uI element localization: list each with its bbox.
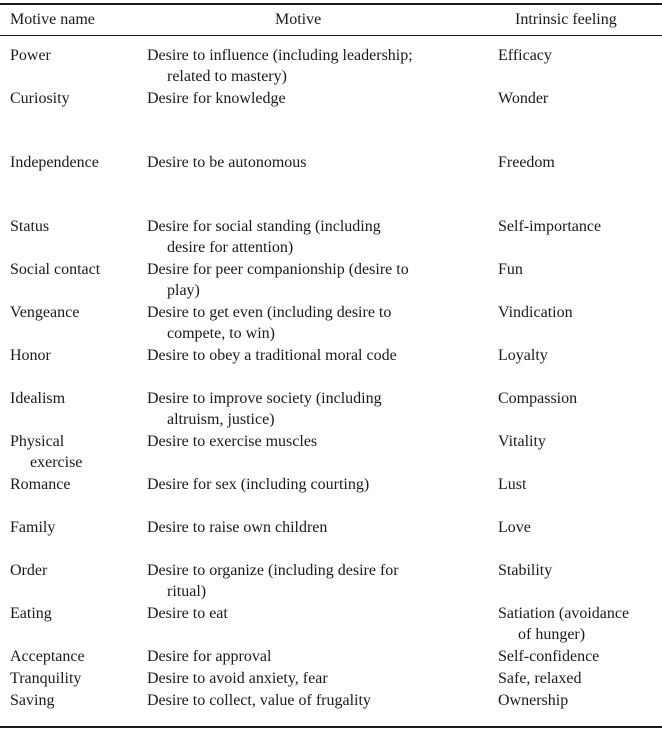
cell-motive-name (10, 474, 70, 495)
cell-intrinsic-feeling (498, 431, 546, 452)
cell-motive-name (10, 216, 49, 237)
cell-motive-name (10, 517, 55, 538)
cell-text-line: Desire to influence (including leadership; (147, 47, 413, 64)
cell-text-line: compete, to win) (167, 325, 275, 342)
cell-text-line: Desire to be autonomous (147, 154, 307, 171)
cell-text-line: related to mastery) (167, 68, 287, 85)
cell-motive (147, 646, 271, 667)
cell-motive (147, 88, 286, 109)
cell-intrinsic-feeling (498, 259, 523, 280)
cell-intrinsic-feeling (498, 690, 568, 711)
cell-motive (147, 345, 397, 366)
cell-text-line: Social contact (10, 261, 101, 278)
cell-motive-name (10, 668, 81, 689)
cell-text-line: Desire to eat (147, 605, 228, 622)
cell-text-line: Vindication (498, 304, 573, 321)
cell-text-line: Desire for sex (including courting) (147, 476, 370, 493)
cell-text-line: Eating (10, 605, 52, 622)
cell-text-line: Desire to organize (including desire for (147, 562, 399, 579)
cell-motive (147, 302, 391, 344)
cell-intrinsic-feeling (498, 646, 599, 667)
cell-text-line: Lust (498, 476, 527, 493)
cell-text-line: Efficacy (498, 47, 552, 64)
cell-motive-name (10, 603, 52, 624)
cell-text-line: Idealism (10, 390, 66, 407)
cell-text-line: Desire for social standing (including (147, 218, 381, 235)
cell-text-line: Vitality (498, 433, 546, 450)
cell-motive (147, 431, 317, 452)
table-header-rule (0, 35, 662, 36)
cell-motive-name (10, 345, 51, 366)
cell-intrinsic-feeling (498, 345, 548, 366)
cell-motive-name (10, 45, 51, 66)
cell-intrinsic-feeling (498, 560, 552, 581)
header-motive-name: Motive name (10, 11, 95, 28)
cell-motive-name (10, 646, 85, 667)
cell-text-line: Romance (10, 476, 71, 493)
cell-intrinsic-feeling (498, 216, 601, 237)
cell-text-line: Saving (10, 692, 55, 709)
cell-intrinsic-feeling (498, 45, 552, 66)
cell-text-line: Loyalty (498, 347, 548, 364)
cell-intrinsic-feeling (498, 474, 526, 495)
cell-text-line: Desire to obey a traditional moral code (147, 347, 397, 364)
cell-intrinsic-feeling (498, 152, 555, 173)
cell-text-line: Power (10, 47, 51, 64)
header-intrinsic-feeling: Intrinsic feeling (515, 11, 617, 28)
cell-motive (147, 388, 382, 430)
cell-text-line: Curiosity (10, 90, 70, 107)
cell-motive-name (10, 690, 54, 711)
cell-text-line: play) (167, 282, 200, 299)
cell-text-line: exercise (30, 454, 83, 471)
cell-motive (147, 45, 413, 87)
cell-text-line: Vengeance (10, 304, 80, 321)
cell-text-line: Desire to raise own children (147, 519, 328, 536)
cell-text-line: Wonder (498, 90, 549, 107)
cell-text-line: Compassion (498, 390, 578, 407)
cell-text-line: desire for attention) (167, 239, 294, 256)
cell-text-line: Satiation (avoidance (498, 605, 630, 622)
cell-text-line: Desire for knowledge (147, 90, 286, 107)
cell-motive (147, 517, 327, 538)
cell-motive (147, 474, 369, 495)
table-bottom-rule (0, 726, 662, 728)
cell-text-line: Physical (10, 433, 65, 450)
cell-text-line: Acceptance (10, 648, 85, 665)
cell-text-line: Honor (10, 347, 51, 364)
cell-intrinsic-feeling (498, 668, 582, 689)
cell-motive-name (10, 302, 79, 323)
cell-text-line: Stability (498, 562, 553, 579)
cell-motive-name (10, 259, 100, 280)
cell-text-line: Independence (10, 154, 99, 171)
cell-text-line: Freedom (498, 154, 555, 171)
cell-text-line: Safe, relaxed (498, 670, 582, 687)
cell-motive (147, 152, 307, 173)
cell-motive (147, 668, 328, 689)
cell-intrinsic-feeling (498, 603, 629, 645)
cell-text-line: Love (498, 519, 531, 536)
cell-text-line: Ownership (498, 692, 569, 709)
cell-text-line: Desire to improve society (including (147, 390, 382, 407)
cell-motive (147, 216, 381, 258)
cell-intrinsic-feeling (498, 302, 573, 323)
cell-text-line: Self-importance (498, 218, 602, 235)
cell-text-line: Self-confidence (498, 648, 600, 665)
cell-motive (147, 603, 228, 624)
cell-text-line: Fun (498, 261, 523, 278)
cell-text-line: Desire to get even (including desire to (147, 304, 392, 321)
cell-motive-name (10, 431, 82, 473)
cell-motive (147, 690, 371, 711)
cell-text-line: Desire to exercise muscles (147, 433, 318, 450)
cell-text-line: Desire to collect, value of frugality (147, 692, 371, 709)
cell-intrinsic-feeling (498, 388, 577, 409)
cell-motive (147, 259, 409, 301)
cell-motive-name (10, 152, 99, 173)
header-motive: Motive (275, 11, 322, 28)
cell-text-line: Desire for approval (147, 648, 272, 665)
cell-text-line: of hunger) (518, 626, 586, 643)
cell-text-line: Tranquility (10, 670, 82, 687)
cell-motive-name (10, 560, 47, 581)
table-top-rule (0, 3, 662, 5)
cell-text-line: Desire to avoid anxiety, fear (147, 670, 328, 687)
cell-motive-name (10, 88, 70, 109)
cell-text-line: Order (10, 562, 48, 579)
cell-motive-name (10, 388, 65, 409)
cell-intrinsic-feeling (498, 88, 548, 109)
cell-text-line: Family (10, 519, 56, 536)
cell-text-line: altruism, justice) (167, 411, 275, 428)
cell-text-line: Status (10, 218, 50, 235)
cell-motive (147, 560, 399, 602)
cell-text-line: ritual) (167, 583, 207, 600)
cell-text-line: Desire for peer companionship (desire to (147, 261, 409, 278)
cell-intrinsic-feeling (498, 517, 531, 538)
